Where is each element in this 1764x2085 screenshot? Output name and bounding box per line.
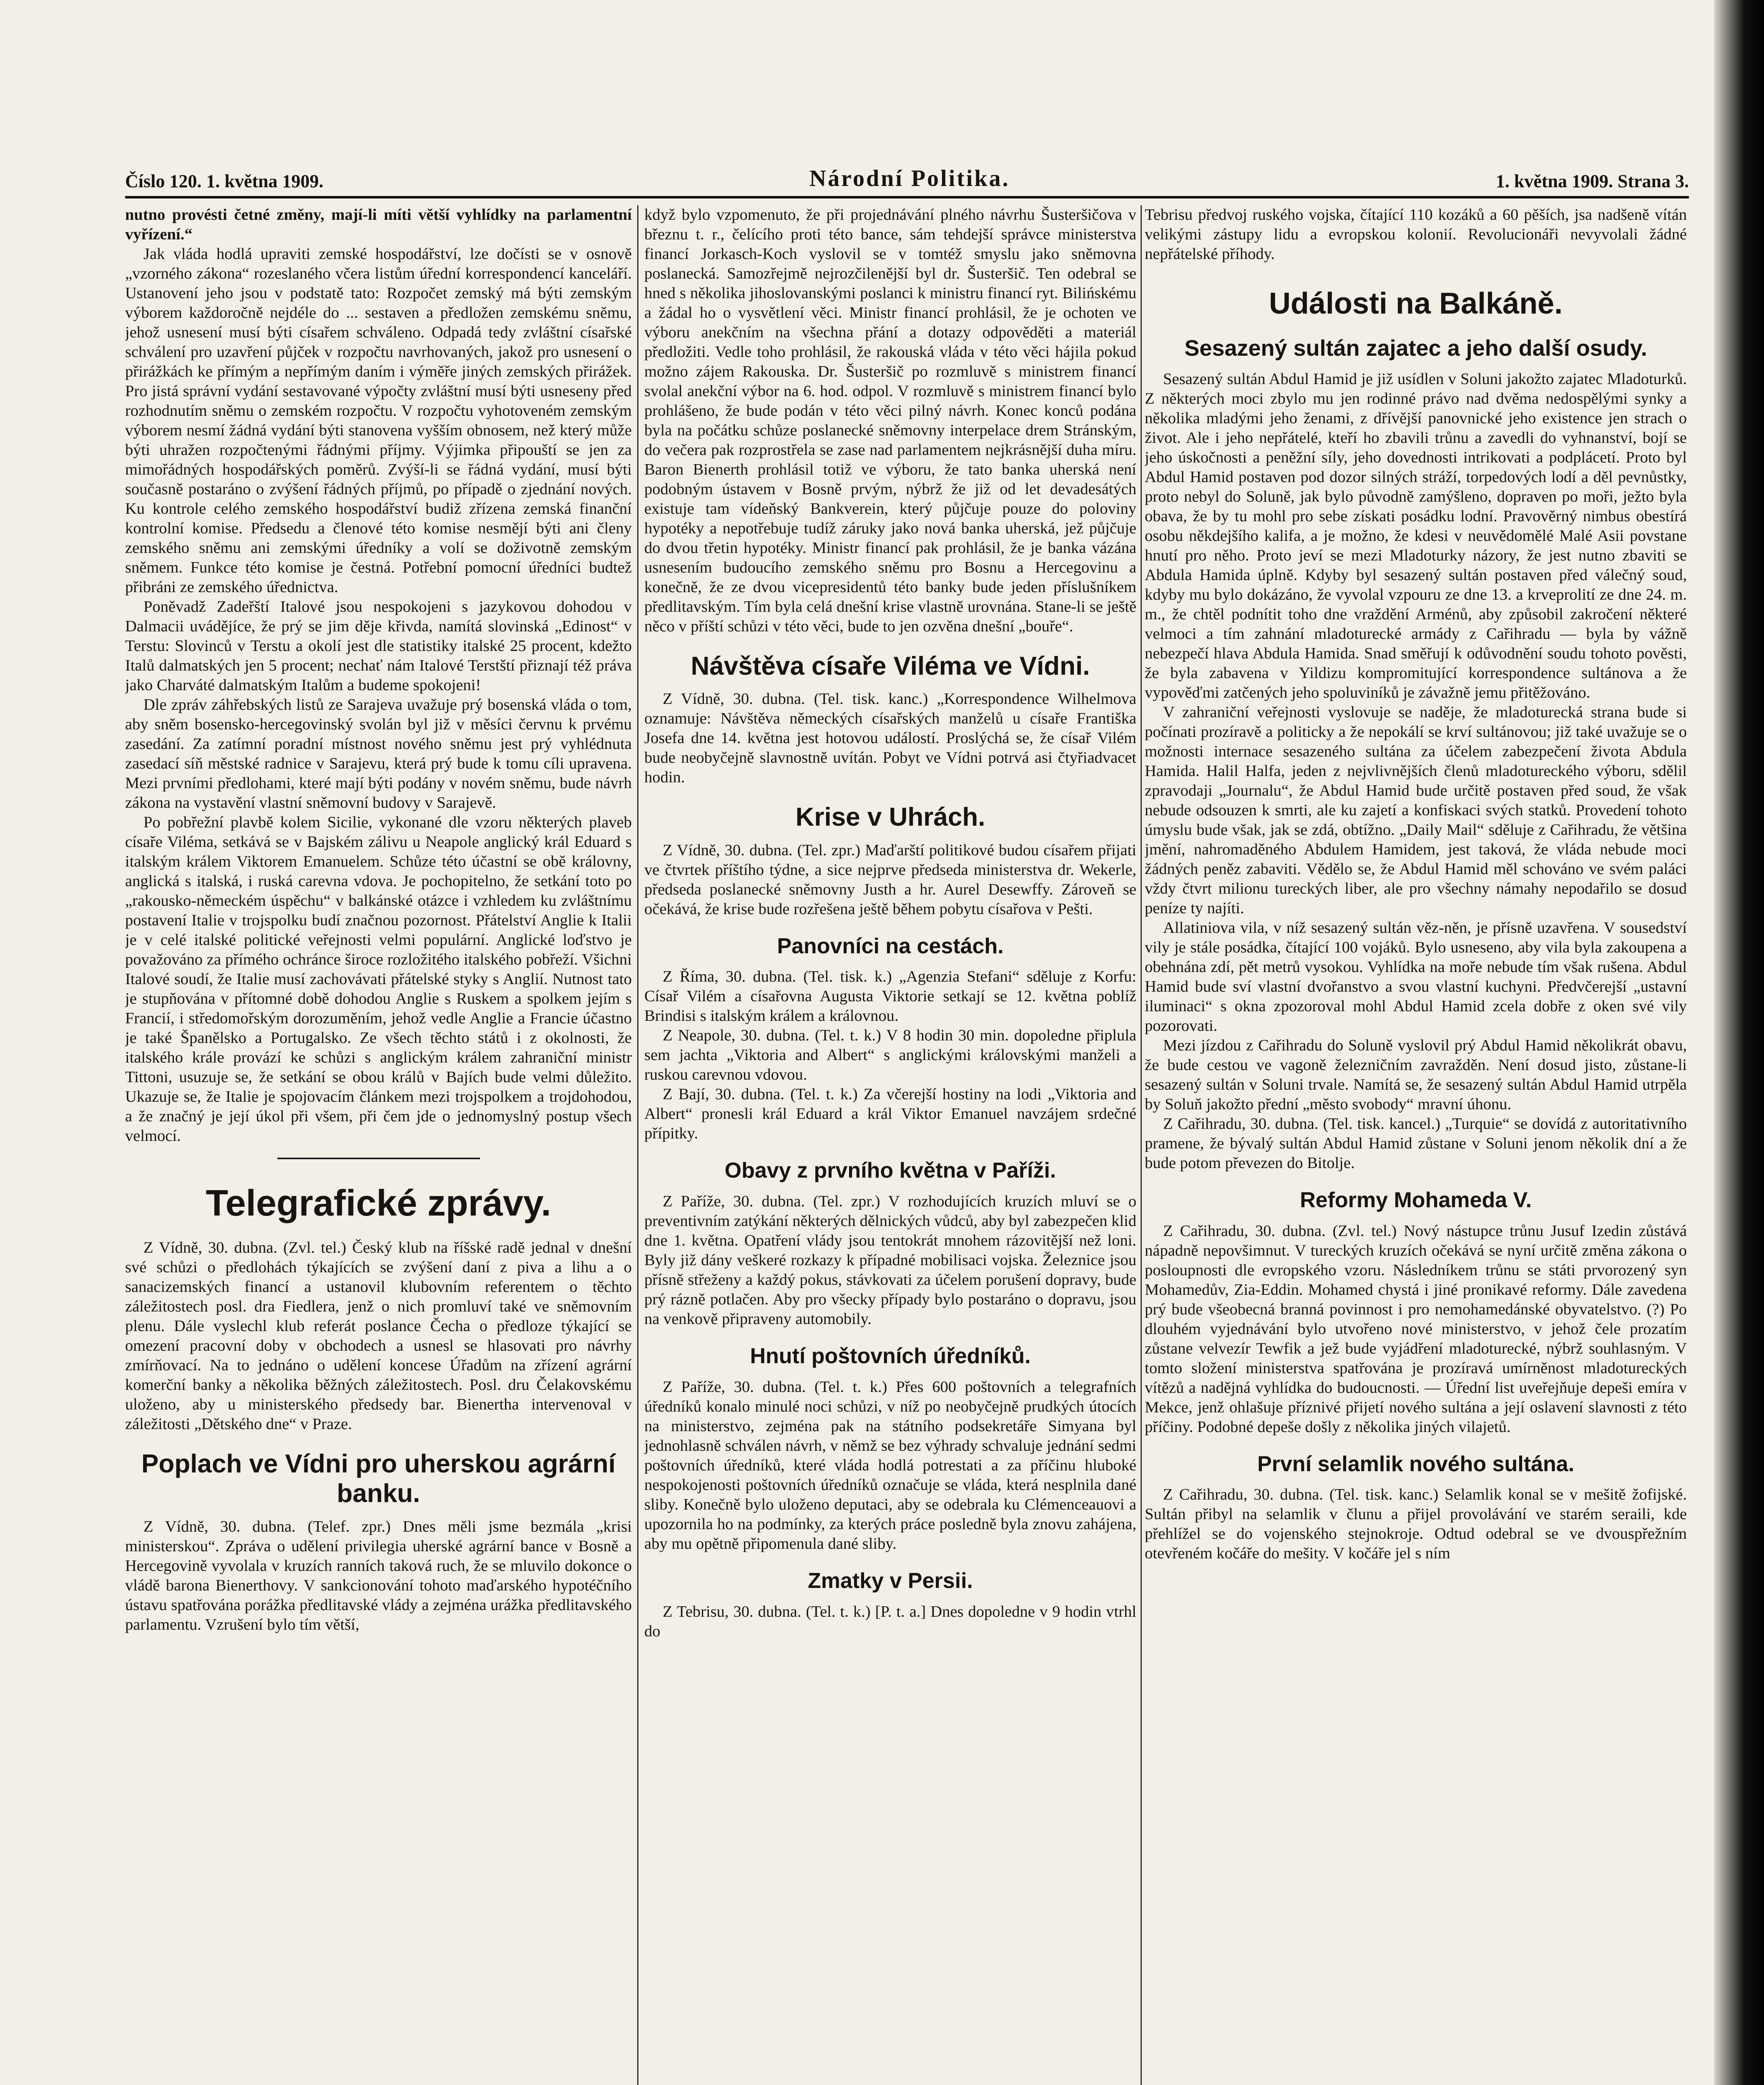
paragraph: Z Vídně, 30. dubna. (Tel. zpr.) Maďarští politikové budou císařem přijati ve čtvrtek příštího týdne, a sice nejprve předseda ministerstva dr. Wekerle, předseda poslanecké sněmovny Justh a hr. Aurel Desewffy. Zároveň se očekává, že krise bude rozřešena ještě během pobytu císařova v Pešti. xyxy=(644,841,1136,918)
paragraph: Jak vláda hodlá upraviti zemské hospodářství, lze dočísti se v osnově „vzorného zákona“ rozeslaného včera listům úřední korrespondencí kanceláří. Ustanovení jeho jsou v podstatě tato: Rozpočet zemský má býti zemským výborem každoročně nejdéle do ... sestaven a předložen zemskému sněmu, jehož usnesení musí býti císařem schváleno. Odpadá tedy zvláštní císařské schválení pro uzavření půjček v rozpočtu navrhovaných, jakož pro usnesení o přirážkách ke přímým a nepřímým daním i výměře jiných zemských přirážek. Pro jistá správní vydání sestavované výpočty zvláštní musí býti usneseny před rozhodnutím sněmu o zemském rozpočtu. V rozpočtu vyhotoveném zemským výborem nesmí žádná vydání býti stanovena vyšším obnosem, než který může býti uhražen rozpočtenými řádnými příjmy. Výjimka připouští se jen za mimořádných hospodářských poměrů. Zvýší-li se řádná vydání, musí býti současně postaráno o zvýšení řádných příjmů, po případě o zjednání nových. Ku kontrole celého zemského hospodářství budiž zřízena zemská finanční kontrolní komise. Předsedu a členové této komise nesmějí býti ani členy zemského sněmu ani zemskými úředníky a volí se doživotně zemským sněmem. Funkce této komise je čestná. Potřební pomocní úředníci budtež přibráni ze zemského úřednictva. xyxy=(125,245,632,596)
paragraph: Allatiniova vila, v níž sesazený sultán věz-něn, je přísně uzavřena. V sousedství vily je stále posádka, čítající 100 vojáků. Bylo usneseno, aby vila byla zakoupena a obehnána zdí, pět metrů vysokou. Vyhlídka na moře nebude tím však rušena. Abdul Hamid bude sví vlastní dvořanstvo a svou vlastní kuchyni. Předvčerejší „ustavní iluminaci“ s okna zpozoroval mohl Abdul Hamid zcela dobře z oken své vily pozorovati. xyxy=(1145,919,1687,1035)
paragraph: Z Cařihradu, 30. dubna. (Zvl. tel.) Nový nástupce trůnu Jusuf Izedin zůstává nápadně nepovšimnut. V tureckých kruzích očekává se nyní určitě změna zákona o posloupnosti dle evropského vzoru. Následníkem trůnu se státi prvorozený syn Mohamedův, Zia-Eddin. Mohamed chystá i jiné pronikavé reformy. Dále zavedena prý bude všeobecná branná povinnost i pro nemohamedánské obyvatelstvo. (?) Po dlouhém vyjednávání bylo utvořeno nové ministerstvo, v jehož čele prozatím zůstane velvezír Tewfik a jež bude vyjádření mladoturecké, nýbrž souhlasným. V tomto složení ministerstva spatřována je prozíravá umírněnost mladotureckých vítězů a nadějná vyhlídka do budoucnosti. — Úřední list uveřejňuje depeši emíra v Mekce, jenž ohlašuje příznivé přijetí nového sultána a její oslavení slavnosti z této příčiny. Podobné depeše došly z několika jiných vilajetů. xyxy=(1145,1222,1687,1436)
paragraph: Z Neapole, 30. dubna. (Tel. t. k.) V 8 hodin 30 min. dopoledne připlula sem jachta „Viktoria and Albert“ s anglickými královskými manželi a ruskou carevnou vdovou. xyxy=(644,1027,1136,1084)
heading-reforms-mohamed: Reformy Mohameda V. xyxy=(1300,1188,1532,1212)
paragraph: Z Cařihradu, 30. dubna. (Tel. tisk. kancel.) „Turquie“ se dovídá z autoritativního pramene, že bývalý sultán Abdul Hamid zůstane v Soluni jenom několik dní a že bude potom převezen do Bitolje. xyxy=(1145,1115,1687,1172)
paragraph: Tebrisu předvoj ruského vojska, čítající 110 kozáků a 60 pěších, jsa nadšeně vítán velikými zástupy lidu a evropskou kolonií. Revolucionáři nevyvolali žádné nepřátelské příhody. xyxy=(1145,206,1687,263)
issue-number: Číslo 120. 1. května 1909. xyxy=(125,171,324,191)
column-3 xyxy=(1145,205,1687,2085)
paragraph: Z Říma, 30. dubna. (Tel. tisk. k.) „Agenzia Stefani“ sděluje z Korfu: Císař Vilém a císařovna Augusta Viktorie setkají se 12. května poblíž Brindisi s italským králem a královnou. xyxy=(644,968,1136,1025)
heading-balkan-events: Události na Balkáně. xyxy=(1269,287,1563,320)
paragraph: Z Cařihradu, 30. dubna. (Tel. tisk. kanc.) Selamlik konal se v mešitě žofijské. Sultán přibyl na selamlik v člunu a přijel provolávání ve starém seraili, kde přehlížel se do vojenského stejnokroje. Odtud odebral se ve dvouspřežním otevřeném kočáře do mešity. V kočáře jel s ním xyxy=(1145,1486,1687,1562)
column-2 xyxy=(644,205,1136,2085)
paragraph: Po pobřežní plavbě kolem Sicilie, vykonané dle vzoru některých plaveb císaře Viléma, setkává se v Bajském zálivu u Neapole anglický král Eduard s italským králem Viktorem Emanuelem. Schůze této účastní se obě královny, anglická s italská, i ruská carevna vdova. Je pochopitelno, že setkání toto po „rakousko-německém úspěchu“ v balkánské otázce i vzhledem ku zvláštnímu postavení Italie v trojspolku budí značnou pozornost. Přátelství Anglie k Italii je v celé italské politické veřejnosti velmi populární. Anglické loďstvo je považováno za přímého ochránce široce rozložitého italského pobřeží. Všichni Italové soudí, že Italie musí zachovávati přátelské styky s Anglií. Nutnost tato je stupňována v přítomné době dohodou Anglie s Ruskem a spolkem jejím s Francií, i středomořským dorozuměním, jehož vedle Anglie a Francie účastno je také Španělsko a Portugalsko. Ze všech těchto států i z okolnosti, že italského krále provází ke schůzi s anglickým králem zahraniční ministr Tittoni, usuzuje se, že setkání se obou králů v Bajích bude velmi důležito. Ukazuje se, že Italie je spojovacím článkem mezi trojspolkem a trojdohodou, a že značný je její úkol při všem, při čem jde o jednomyslný postup všech velmocí. xyxy=(125,814,632,1145)
column-divider xyxy=(1141,205,1142,2085)
page-header xyxy=(125,158,1689,192)
paragraph: Z Vídně, 30. dubna. (Tel. tisk. kanc.) „Korrespondence Wilhelmova oznamuje: Návštěva německých císařských manželů u císaře Františka Josefa dne 14. května jest hotovou událostí. Proslýchá se, že císař Vilém bude neobyčejně slavnostně uvítán. Pobyt ve Vídni potrvá asi čtyřiadvacet hodin. xyxy=(644,690,1136,786)
paragraph: Z Vídně, 30. dubna. (Zvl. tel.) Český klub na říšské radě jednal v dnešní své schůzi o předlohách týkajících se zvýšení daní z piva a lihu a o sanacizemských financí a ustanovil klubovním referentem o těchto záležitostech posl. dra Fiedlera, jenž o nich promluví také ve sněmovním plenu. Dále vyslechl klub referát poslance Čecha o předloze týkající se omezení pracovní doby v obchodech a usnesl se hlasovati pro návrhy zmírňovací. Na to jednáno o udělení koncese Úřadům na zřízení agrární komerční banky a několika běžných záležitostech. Posl. dru Čelakovskému uloženo, aby u ministerského předsedy bar. Bienertha intervenoval v záležitosti „Dětského dne“ v Praze. xyxy=(125,1239,632,1433)
paragraph: V zahraniční veřejnosti vyslovuje se naděje, že mladoturecká strana bude si počínati prozíravě a politicky a že nepokálí se krví sultánovou; již také uvažuje se o možnosti internace sesazeného sultána za účelem zabezpečení života Abdula Hamida. Halil Halfa, jeden z nejvlivnějších členů mladotureckého výboru, sdělil zpravodaji „Journalu“, že Abdul Hamid bude určitě postaven před soud, že však nebude odsouzen k smrti, ale ku zajetí a konfiskaci svých statků. Provedení tohoto úmyslu bude však, jak se zdá, obtížno. „Daily Mail“ sděluje z Cařihradu, že většina jmění, nahromaděného Abdulem Hamidem, jest taková, že vláda nebude moci žádných peněz zabaviti. Vědělo se, že Abdul Hamid měl schováno ve svém paláci vždy čtvrt milionu tureckých liber, ale pro všechny námahy nepodařilo se dosud peníze ty najíti. xyxy=(1145,703,1687,917)
heading-emperor-visit: Návštěva císaře Viléma ve Vídni. xyxy=(691,652,1090,681)
heading-monarchs-travel: Panovníci na cestách. xyxy=(777,934,1004,958)
paragraph: Mezi jízdou z Cařihradu do Soluně vyslovil prý Abdul Hamid několikrát obavu, že bude cestou ve vagoně železničním zavražděn. Není dosud jisto, zůstane-li sesazený sultán v Soluni trvale. Namítá se, že sesazený sultán Abdul Hamid utrpěla by Soluň jakožto přední „město svobody“ mravní úhonu. xyxy=(1145,1036,1687,1113)
paragraph: Dle zpráv záhřebských listů ze Sarajeva uvažuje prý bosenská vláda o tom, aby sněm bosensko-hercegovinský svolán byl již v měsíci červnu k prvému zasedání. Za zatímní poradní místnost nového sněmu jest prý vyhlédnuta zasedací síň městské radnice v Sarajevu, která prý bude k tomu cíli upravena. Mezi prvními předlohami, které mají býti podány v novém sněmu, bude návrh zákona na vystavění vlastní sněmovní budovy v Sarajevě. xyxy=(125,696,632,811)
heading-crisis-hungary: Krise v Uhrách. xyxy=(795,803,985,832)
column-divider xyxy=(637,205,638,2085)
paragraph: nutno provésti četné změny, mají-li míti větší vyhlídky na parlamentní vyřízení.“ xyxy=(125,206,632,243)
paragraph: Z Paříže, 30. dubna. (Tel. zpr.) V rozhodujících kruzích mluví se o preventivním zatýkání některých dělnických vůdců, aby byl zabezpečen klid dne 1. května. Opatření vlády jsou tentokrát mnohem rázovitější než loni. Byly již dány veškeré rozkazy k případné mobilisaci vojska. Železnice jsou přísně střeženy a každý pokus, stávkovati za účelem porušení dopravy, bude prý rázně potlačen. Aby pro všecky případy bylo postaráno o dopravu, jsou na venkově připraveny automobily. xyxy=(644,1193,1136,1328)
paragraph: když bylo vzpomenuto, že při projednávání plného návrhu Šusteršičova v březnu t. r., čelícího proti této bance, sám tehdejší správce ministerstva financí Jorkasch-Koch vyslovil se v tomtéž smyslu jako sněmovna poslanecká. Samozřejmě nejrozčilenější byl dr. Šusteršič. Ten odebral se hned s několika jihoslovanskými poslanci k ministru financí ryt. Bilińskému a žádal ho o vysvětlení věci. Ministr financí prohlásil, že je ochoten ve výboru anekčním na všechna přání a dotazy odpověděti a materiál předložiti. Vedle toho prohlásil, že rakouská vláda v této věci hájila pokud možno zájem Rakouska. Dr. Šusteršič po rozmluvě s ministrem financí svolal anekční výbor na 6. hod. odpol. V rozmluvě s ministrem financí bylo prohlášeno, že bude podán v této věci pilný návrh. Konec konců podána byla na počátku schůze poslanecké sněmovny interpelace drem Stránským, do večera pak rozprostřela se zase nad parlamentem nejkrásnější duha míru. Baron Bienerth prohlásil totiž ve výboru, že tato banka uherská není podobným ústavem v Bosně prvým, nýbrž že již od let devadesátých existuje tam vídeňský Bankverein, který půjčuje pouze do poloviny hypotéky a nepotřebuje tudíž záruky jako nová banka uherská, jež půjčuje do dvou třetin hypotéky. Ministr financí pak prohlásil, že je banka vázána usnesením budoucího zemského sněmu pro Bosnu a Hercegovinu a konečně, že ze dvou vicepresidentů této banky bude jeden příslušníkem předlitavským. Tím byla celá dnešní krise vlastně urovnána. Stane-li se ještě něco v příští schůzi v této věci, bude to jen ozvěna dnešní „bouře“. xyxy=(644,206,1136,635)
masthead-title: Národní Politika. xyxy=(809,166,1010,191)
heading-may-day-paris: Obavy z prvního května v Paříži. xyxy=(724,1158,1056,1183)
column-1 xyxy=(125,205,632,2085)
heading-deposed-sultan: Sesazený sultán zajatec a jeho další osudy. xyxy=(1184,335,1647,361)
heading-persia-unrest: Zmatky v Persii. xyxy=(808,1568,973,1593)
date-page-number: 1. května 1909. Strana 3. xyxy=(1495,171,1689,191)
paragraph: Poněvadž Zadeřští Italové jsou nespokojeni s jazykovou dohodou v Dalmacii uvádějíce, že prý se jim děje křivda, namítá slovinská „Edinost“ v Terstu: Slovinců v Terstu a okolí jest dle statistiky italské 25 procent, kdežto Italů dalmatských jen 5 procent; nechať nám Italové Terstští přiznají též práva jako Charváté dalmatským Italům a budeme spokojeni! xyxy=(125,598,632,694)
heading-agrarian-bank: Poplach ve Vídni pro uherskou agrární banku. xyxy=(141,1449,616,1508)
paragraph: Z Paříže, 30. dubna. (Tel. t. k.) Přes 600 poštovních a telegrafních úředníků konalo minulé noci schůzi, v níž po neobyčejně prudkých útocích na ministerstvo, zejména pak na státního podsekretáře Simyana byl jednohlasně schválen návrh, v němž se bez výhrady schvaluje jednání sedmi poštovních úředníků, které vláda hodlá potrestati a za příčinu hluboké nespokojenosti poštovních úředníků označuje se vláda, která nesplnila dané sliby. Konečně bylo uloženo deputaci, aby se odebrala ku Clémenceauovi a upozornila ho na podmínky, za kterých práce posledně byla znovu zahájena, aby mu opětně připomenula dané sliby. xyxy=(644,1378,1136,1552)
heading-postal-workers: Hnutí poštovních úředníků. xyxy=(750,1344,1031,1369)
paragraph: Z Vídně, 30. dubna. (Telef. zpr.) Dnes měli jsme bezmála „krisi ministerskou“. Zpráva o udělení privilegia uherské agrární bance v Bosně a Hercegovině vyvolala v kruzích ranních taková ruch, že se mluvilo dokonce o vládě barona Bienerthovy. V sankcionování tohoto maďarského hypotéčního ústavu spatřována porážka předlitavské vlády a zejména urážka předlitavského parlamentu. Vzrušení bylo tím větší, xyxy=(125,1517,632,1633)
heading-telegraphic-news: Telegrafické zprávy. xyxy=(206,1182,551,1223)
paragraph: Sesazený sultán Abdul Hamid je již usídlen v Soluni jakožto zajatec Mladoturků. Z některých moci zbylo mu jen rodinné právo nad dvěma nedospělými synky a několika mladými jeho ženami, z dřívější panovnické jeho existence jen strach o život. Ale i jeho nepřátelé, kteří ho zbavili trůnu a zavedli do vyhnanství, bojí se jeho úskočnosti a peněžní síly, jeho dovednosti intrikovati a podplácetí. Proto byl Abdul Hamid postaven pod dozor silných stráží, torpedových lodí a děl pevnůstky, proto nebyl do Soluně, jak bylo původně zamýšleno, dopraven po moři, ježto byla obava, že by tu mohl pro sebe získati posádku lodní. Pravověrný nimbus obestírá osobu někdejšího kalifa, a je možno, že kdesi v neuvědomělé Malé Asii povstane hnutí pro něho. Proto jeví se mezi Mladoturky názory, že jest nutno zbaviti se Abdula Hamida úplně. Kdyby byl sesazený sultán postaven před válečný soud, kdyby mu bylo dokázáno, že vyvolal vzpouru ze dne 13. a krveprolití ze dne 24. m. m., že chtěl podnítit toho dne vraždění Arménů, aby způsobil zakročení některé velmoci a tím zahnání mladoturecké armády z Cařihradu — byla by vážně nebezpečí hlava Abdula Hamida. Snad směřují k odůvodnění soudu tohoto pověsti, že byla zabavena v Yildizu kompromitující korrespondence sultánova a že vypověďmi zatčených jeho spoluviníků je závažně jemu přitěžováno. xyxy=(1145,370,1687,701)
paragraph: Z Bají, 30. dubna. (Tel. t. k.) Za včerejší hostiny na lodi „Viktoria and Albert“ pronesli král Eduard a král Viktor Emanuel navzájem srdečné přípitky. xyxy=(644,1085,1136,1143)
paragraph: Z Tebrisu, 30. dubna. (Tel. t. k.) [P. t. a.] Dnes dopoledne v 9 hodin vtrhl do xyxy=(644,1603,1136,1640)
section-rule xyxy=(277,1158,480,1159)
header-rule xyxy=(125,196,1689,198)
heading-first-selamlik: První selamlik nového sultána. xyxy=(1257,1452,1575,1476)
scan-edge-right xyxy=(1714,0,1764,2085)
